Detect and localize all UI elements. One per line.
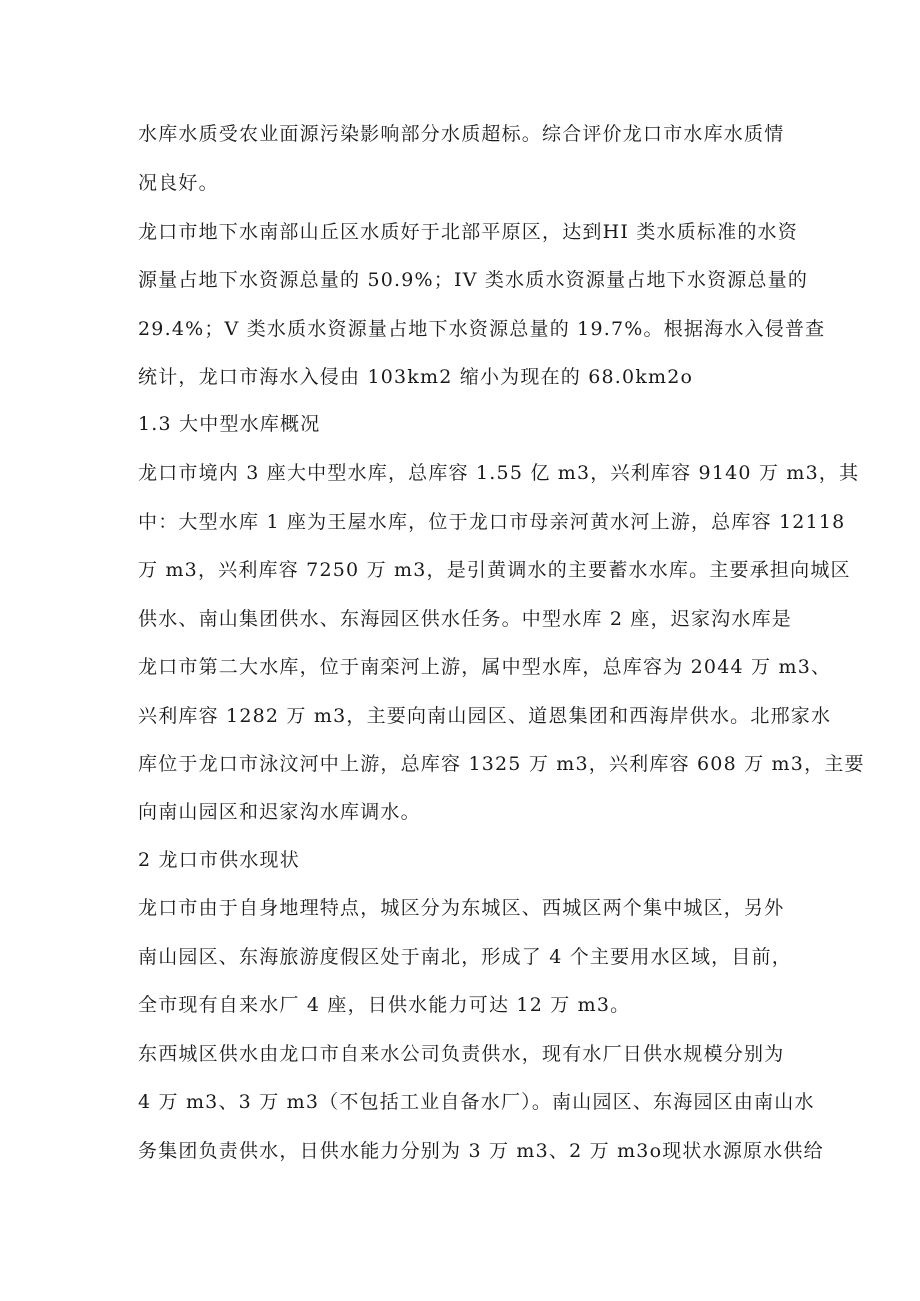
paragraph-line: 东西城区供水由龙口市自来水公司负责供水，现有水厂日供水规模分别为 [138,1043,785,1065]
paragraph-line: 4 万 m3、3 万 m3（不包括工业自备水厂）。南山园区、东海园区由南山水 [138,1091,815,1113]
paragraph-line: 龙口市第二大水库，位于南栾河上游，属中型水库，总库容为 2044 万 m3、 [138,656,832,678]
paragraph-line: 万 m3，兴利库容 7250 万 m3，是引黄调水的主要蓄水水库。主要承担向城区 [138,559,851,581]
section-heading: 1.3 大中型水库概况 [138,413,321,435]
paragraph-line: 务集团负责供水，日供水能力分别为 3 万 m3、2 万 m3o现状水源原水供给 [138,1140,824,1162]
paragraph-line: 水库水质受农业面源污染影响部分水质超标。综合评价龙口市水库水质情 [138,123,785,145]
paragraph-line: 源量占地下水资源总量的 50.9%；IV 类水质水资源量占地下水资源总量的 [138,269,809,291]
paragraph-line: 况良好。 [138,172,219,194]
paragraph-line: 中：大型水库 1 座为王屋水库，位于龙口市母亲河黄水河上游，总库容 12118 [138,511,846,533]
paragraph-line: 龙口市境内 3 座大中型水库，总库容 1.55 亿 m3，兴利库容 9140 万 m3，其 [138,462,860,484]
paragraph-line: 29.4%；V 类水质水资源量占地下水资源总量的 19.7%。根据海水入侵普查 [138,318,826,340]
paragraph-line: 龙口市地下水南部山丘区水质好于北部平原区，达到HI 类水质标准的水资 [138,221,798,243]
paragraph-line: 向南山园区和迟家沟水库调水。 [138,801,421,823]
paragraph-line: 兴利库容 1282 万 m3，主要向南山园区、道恩集团和西海岸供水。北邢家水 [138,705,832,727]
paragraph-line: 库位于龙口市泳汶河中上游，总库容 1325 万 m3，兴利库容 608 万 m3，主要 [138,753,865,775]
paragraph-line: 南山园区、东海旅游度假区处于南北，形成了 4 个主要用水区域，目前， [138,946,792,968]
paragraph-line: 全市现有自来水厂 4 座，日供水能力可达 12 万 m3。 [138,994,631,1016]
paragraph-line: 供水、南山集团供水、东海园区供水任务。中型水库 2 座，迟家沟水库是 [138,608,792,630]
paragraph-line: 龙口市由于自身地理特点，城区分为东城区、西城区两个集中城区，另外 [138,897,785,919]
paragraph-line: 统计，龙口市海水入侵由 103km2 缩小为现在的 68.0km2o [138,366,694,388]
section-heading: 2 龙口市供水现状 [138,849,300,871]
